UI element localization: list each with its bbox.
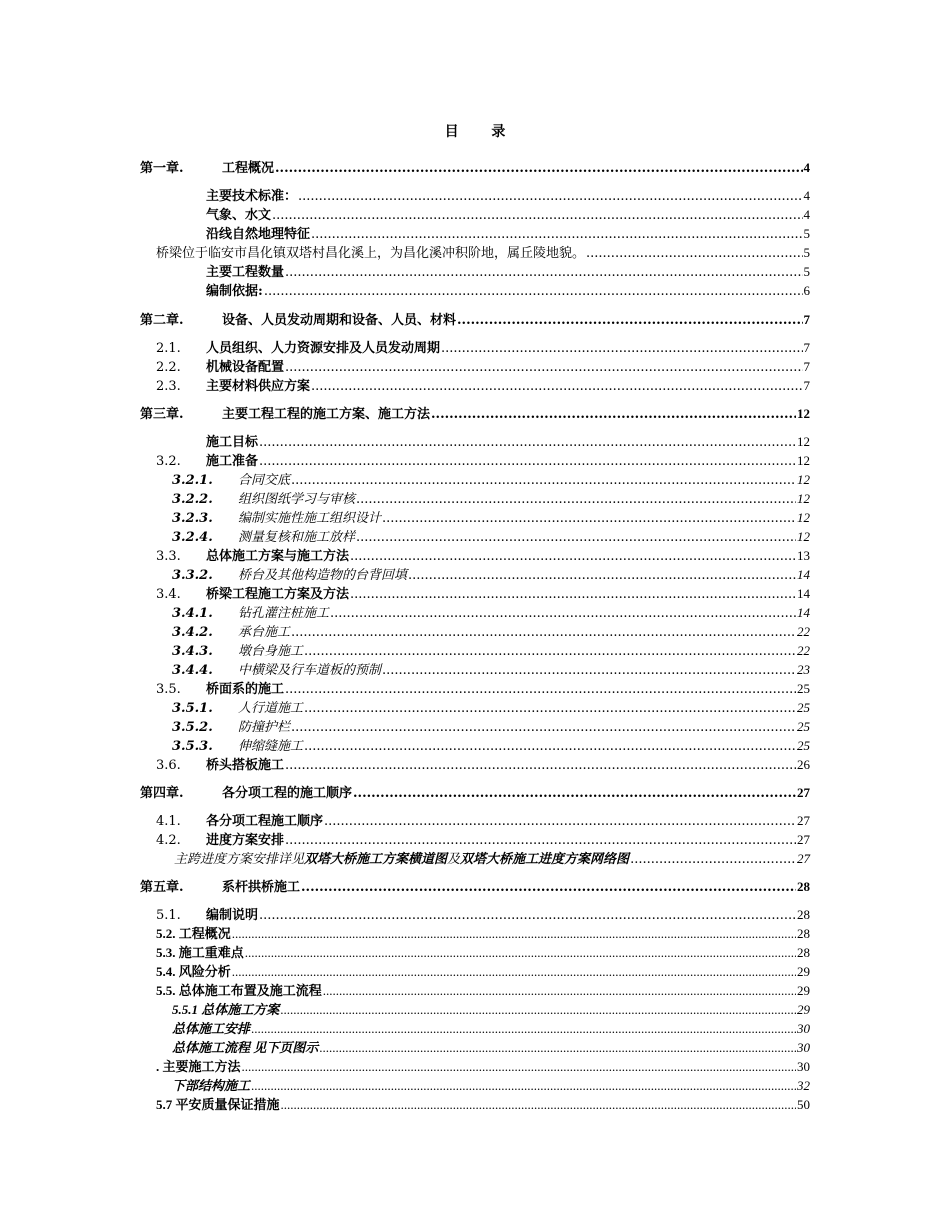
toc-entry-text: 机械设备配置 (206, 360, 285, 375)
toc-entry-text: 系杆拱桥施工 (222, 880, 301, 895)
toc-leader-dots (382, 661, 796, 680)
toc-entry-emphasis: 双塔大桥施工进度方案网络图 (460, 852, 630, 867)
toc-leader-dots (311, 225, 802, 244)
toc-entry[interactable] (140, 404, 810, 423)
toc-leader-dots (304, 737, 796, 756)
toc-entry-text: 编制说明 (206, 908, 259, 923)
toc-leader-dots (251, 1076, 796, 1095)
toc-entry-text: 设备、人员发动周期和设备、人员、材料 (222, 313, 457, 328)
toc-entry-page: 30 (797, 1021, 810, 1036)
toc-entry-text: 5.5.1 总体施工方案 (172, 1002, 280, 1017)
toc-entry-page: 28 (797, 926, 810, 941)
toc-leader-dots (251, 1019, 796, 1038)
toc-entry-page: 25 (797, 681, 810, 696)
toc-entry-number: 3.5.2. (172, 720, 213, 735)
toc-entry[interactable] (172, 565, 810, 584)
toc-entry-text: . 主要施工方法 (156, 1059, 241, 1074)
toc-entry[interactable] (156, 830, 810, 849)
toc-entry-number: 3.3. (156, 549, 181, 564)
toc-leader-dots (441, 339, 802, 358)
toc-entry[interactable] (156, 357, 810, 376)
toc-entry-page: 4 (803, 160, 810, 175)
toc-entry[interactable] (172, 603, 810, 622)
toc-entry[interactable] (172, 660, 810, 679)
toc-entry-page: 26 (797, 757, 810, 772)
toc-leader-dots (285, 831, 796, 850)
toc-entry-page: 7 (803, 312, 810, 327)
toc-entry-text: 桥头搭板施工 (206, 758, 285, 773)
toc-title: 目 录 (444, 124, 520, 140)
toc-entry[interactable] (140, 310, 810, 329)
toc-entry-page: 29 (797, 1002, 810, 1017)
toc-leader-dots (285, 358, 802, 377)
toc-entry-text: 主要材料供应方案 (206, 379, 311, 394)
toc-entry[interactable] (206, 262, 810, 281)
toc-entry[interactable] (172, 641, 810, 660)
toc-entry-text: 桥面系的施工 (206, 682, 285, 697)
toc-entry[interactable] (156, 451, 810, 470)
toc-entry[interactable] (140, 877, 810, 896)
toc-entry-text: 墩台身施工 (238, 644, 304, 659)
toc-leader-dots (353, 784, 796, 803)
toc-entry-text: 气象、水文 (206, 208, 272, 223)
toc-entry-text: 钻孔灌注桩施工 (238, 606, 330, 621)
toc-leader-dots (298, 187, 802, 206)
toc-leader-dots (291, 718, 796, 737)
toc-entry-text: 编制实施性施工组织设计 (238, 511, 382, 526)
toc-leader-dots (275, 159, 802, 178)
toc-leader-dots (408, 566, 796, 585)
toc-entry-page: 12 (797, 529, 810, 544)
toc-entry[interactable] (172, 489, 810, 508)
toc-leader-dots (259, 433, 796, 452)
toc-leader-dots (285, 756, 796, 775)
toc-entry-page: 25 (797, 700, 810, 715)
toc-leader-dots (330, 604, 796, 623)
toc-leader-dots (285, 263, 802, 282)
toc-entry-page: 14 (797, 586, 810, 601)
toc-entry-text: 桥梁工程施工方案及方法 (206, 587, 350, 602)
toc-entry-text: 合同交底 (238, 473, 291, 488)
toc-leader-dots (431, 405, 796, 424)
toc-leader-dots (350, 547, 796, 566)
toc-entry[interactable] (172, 736, 810, 755)
toc-entry[interactable] (206, 281, 810, 300)
toc-entry[interactable] (172, 508, 810, 527)
toc-entry-page: 23 (797, 662, 810, 677)
toc-entry-page: 27 (797, 832, 810, 847)
toc-entry-text: 人行道施工 (238, 701, 304, 716)
toc-entry-page: 27 (797, 785, 810, 800)
toc-entry[interactable] (140, 783, 810, 802)
toc-entry-page: 12 (797, 453, 810, 468)
toc-entry[interactable] (172, 717, 810, 736)
toc-entry[interactable] (156, 924, 810, 943)
toc-entry-number: 5.1. (156, 908, 181, 923)
toc-entry-text: 桥台及其他构造物的台背回填 (238, 568, 408, 583)
toc-entry-number: 第四章. (140, 786, 184, 801)
toc-entry-page: 32 (797, 1078, 810, 1093)
toc-entry-text: 工程概况 (222, 161, 275, 176)
toc-entry-page: 22 (797, 643, 810, 658)
toc-entry[interactable] (156, 679, 810, 698)
toc-entry-page: 14 (797, 605, 810, 620)
toc-entry-page: 7 (803, 378, 810, 393)
toc-entry-text: 5.7 平安质量保证措施 (156, 1097, 280, 1112)
toc-leader-dots (280, 1000, 796, 1019)
toc-entry-text: 5.4. 风险分析 (156, 964, 231, 979)
toc-entry-page: 29 (797, 964, 810, 979)
toc-entry-page: 29 (797, 983, 810, 998)
toc-leader-dots (304, 699, 796, 718)
toc-entry[interactable] (156, 1095, 810, 1114)
toc-entry-text: 5.5. 总体施工布置及施工流程 (156, 983, 322, 998)
toc-entry-text: 人员组织、人力资源安排及人员发动周期 (206, 341, 441, 356)
toc-leader-dots (281, 1095, 796, 1114)
toc-entry-text: 5.3. 施工重难点 (156, 945, 244, 960)
toc-entry-page: 7 (803, 359, 810, 374)
toc-entry[interactable] (206, 432, 810, 451)
toc-entry-number: 3.2.2. (172, 492, 213, 507)
toc-entry-page: 27 (797, 851, 810, 866)
toc-entry-page: 30 (797, 1059, 810, 1074)
toc-entry-page: 22 (797, 624, 810, 639)
toc-leader-dots (304, 642, 796, 661)
toc-entry-text: 总体施工流程 见下页图示 (172, 1040, 319, 1055)
toc-entry-number: 3.4.3. (172, 644, 213, 659)
toc-entry[interactable] (206, 224, 810, 243)
toc-entry-number: 2.2. (156, 360, 181, 375)
toc-entry-text: 总体施工方案与施工方法 (206, 549, 350, 564)
toc-entry-page: 13 (797, 548, 810, 563)
toc-entry-text: 总体施工安排 (172, 1021, 251, 1036)
toc-leader-dots (630, 850, 796, 869)
toc-entry[interactable] (156, 376, 810, 395)
toc-leader-dots (232, 924, 796, 943)
toc-entry-text: 进度方案安排 (206, 833, 285, 848)
toc-entry-number: 3.5.1. (172, 701, 213, 716)
toc-entry[interactable] (172, 622, 810, 641)
toc-entry[interactable] (156, 905, 810, 924)
toc-leader-dots (245, 943, 796, 962)
toc-entry[interactable] (156, 584, 810, 603)
toc-entry-page: 30 (797, 1040, 810, 1055)
toc-leader-dots (323, 981, 796, 1000)
toc-entry[interactable] (172, 1076, 810, 1095)
toc-entry-emphasis: 双塔大桥施工方案横道图 (304, 852, 448, 867)
toc-entry-number: 3.2.4. (172, 530, 213, 545)
toc-entry[interactable] (156, 943, 810, 962)
toc-entry-page: 28 (797, 907, 810, 922)
toc-entry-number: 3.6. (156, 758, 181, 773)
toc-entry-text: 组织图纸学习与审核 (238, 492, 356, 507)
toc-entry-number: 3.4.4. (172, 663, 213, 678)
toc-entry-number: 2.3. (156, 379, 181, 394)
toc-entry-text: 主要工程工程的施工方案、施工方法 (222, 407, 431, 422)
toc-entry-number: 3.5. (156, 682, 181, 697)
toc-entry-number: 3.4.1. (172, 606, 213, 621)
toc-entry[interactable] (156, 962, 810, 981)
toc-leader-dots (382, 509, 796, 528)
toc-entry-page: 4 (803, 188, 810, 203)
toc-leader-dots (311, 377, 802, 396)
toc-entry[interactable] (206, 205, 810, 224)
toc-entry-text: 下部结构施工 (172, 1078, 251, 1093)
toc-entry[interactable] (174, 849, 810, 868)
toc-leader-dots (350, 585, 796, 604)
toc-entry-page: 28 (797, 879, 810, 894)
toc-leader-dots (324, 812, 796, 831)
toc-leader-dots (242, 1057, 796, 1076)
toc-entry-page: 12 (797, 510, 810, 525)
toc-leader-dots (291, 471, 796, 490)
toc-entry-page: 25 (797, 719, 810, 734)
toc-entry-page: 5 (803, 245, 810, 260)
toc-entry-text: 桥梁位于临安市昌化镇双塔村昌化溪上，为昌化溪冲积阶地，属丘陵地貌。 (156, 246, 586, 261)
toc-entry-text: 中横梁及行车道板的预制 (238, 663, 382, 678)
toc-entry-text: 测量复核和施工放样 (238, 530, 356, 545)
toc-entry-text: 编制依据: (206, 284, 263, 299)
toc-entry[interactable] (156, 338, 810, 357)
toc-entry-number: 3.3.2. (172, 568, 213, 583)
toc-entry[interactable] (140, 158, 810, 177)
toc-entry-number: 第二章. (140, 313, 184, 328)
toc-entry[interactable] (156, 755, 810, 774)
toc-entry-page: 7 (803, 340, 810, 355)
toc-entry-text: 沿线自然地理特征 (206, 227, 311, 242)
toc-entry-number: 3.2.1. (172, 473, 213, 488)
toc-entry-text: 承台施工 (238, 625, 291, 640)
toc-entry-text: 施工准备 (206, 454, 259, 469)
toc-entry-text: 伸缩缝施工 (238, 739, 304, 754)
toc-leader-dots (457, 311, 802, 330)
toc-entry-number: 第一章. (140, 161, 184, 176)
toc-entry[interactable] (172, 1000, 810, 1019)
toc-entry-number: 3.4. (156, 587, 181, 602)
toc-entry-number: 4.1. (156, 814, 181, 829)
toc-entry-text: 各分项工程施工顺序 (206, 814, 324, 829)
toc-entry[interactable] (172, 470, 810, 489)
toc-entry[interactable] (172, 527, 810, 546)
toc-leader-dots (259, 452, 796, 471)
toc-entry-page: 12 (797, 472, 810, 487)
toc-entry-page: 5 (803, 264, 810, 279)
toc-entry-page: 25 (797, 738, 810, 753)
toc-leader-dots (259, 906, 796, 925)
toc-leader-dots (232, 962, 796, 981)
toc-leader-dots (356, 490, 796, 509)
toc-entry-page: 12 (797, 434, 810, 449)
toc-entry[interactable] (156, 546, 810, 565)
toc-entry[interactable] (156, 981, 810, 1000)
toc-entry-number: 4.2. (156, 833, 181, 848)
toc-entry-number: 3.2. (156, 454, 181, 469)
toc-entry-number: 2.1. (156, 341, 181, 356)
toc-leader-dots (301, 878, 796, 897)
toc-entry-number: 3.5.3. (172, 739, 213, 754)
toc-entry[interactable] (172, 698, 810, 717)
toc-entry-page: 4 (803, 207, 810, 222)
toc-entry-page: 12 (797, 406, 810, 421)
toc-leader-dots (356, 528, 796, 547)
toc-entry[interactable] (206, 186, 810, 205)
toc-entry[interactable] (172, 1019, 810, 1038)
toc-entry[interactable] (156, 243, 810, 262)
toc-leader-dots (285, 680, 796, 699)
toc-entry-text: 主要技术标准： (206, 189, 298, 204)
toc-leader-dots (291, 623, 796, 642)
toc-entry-page: 28 (797, 945, 810, 960)
toc-leader-dots (264, 282, 803, 301)
toc-entry-number: 第三章. (140, 407, 184, 422)
toc-entry-text: 防撞护栏 (238, 720, 291, 735)
toc-entry-text: 及 (447, 852, 461, 867)
toc-entry-page: 12 (797, 491, 810, 506)
toc-entry-page: 5 (803, 226, 810, 241)
toc-entry-page: 6 (803, 283, 810, 298)
toc-entry-page: 27 (797, 813, 810, 828)
toc-entry-number: 第五章. (140, 880, 184, 895)
toc-entry[interactable] (172, 1038, 810, 1057)
toc-entry-text: 主要工程数量 (206, 265, 285, 280)
toc-entry[interactable] (156, 811, 810, 830)
toc-entry-page: 14 (797, 567, 810, 582)
toc-entry-page: 50 (797, 1097, 810, 1112)
toc-entry-text: 5.2. 工程概况 (156, 926, 231, 941)
toc-leader-dots (272, 206, 802, 225)
toc-entry-text: 施工目标 (206, 435, 259, 450)
toc-entry[interactable] (156, 1057, 810, 1076)
toc-leader-dots (319, 1038, 796, 1057)
toc-entry-number: 3.2.3. (172, 511, 213, 526)
toc-entry-number: 3.4.2. (172, 625, 213, 640)
toc-entry-text: 各分项工程的施工顺序 (222, 786, 353, 801)
toc-entry-text: 主跨进度方案安排详见 (174, 852, 305, 867)
toc-leader-dots (586, 244, 802, 263)
